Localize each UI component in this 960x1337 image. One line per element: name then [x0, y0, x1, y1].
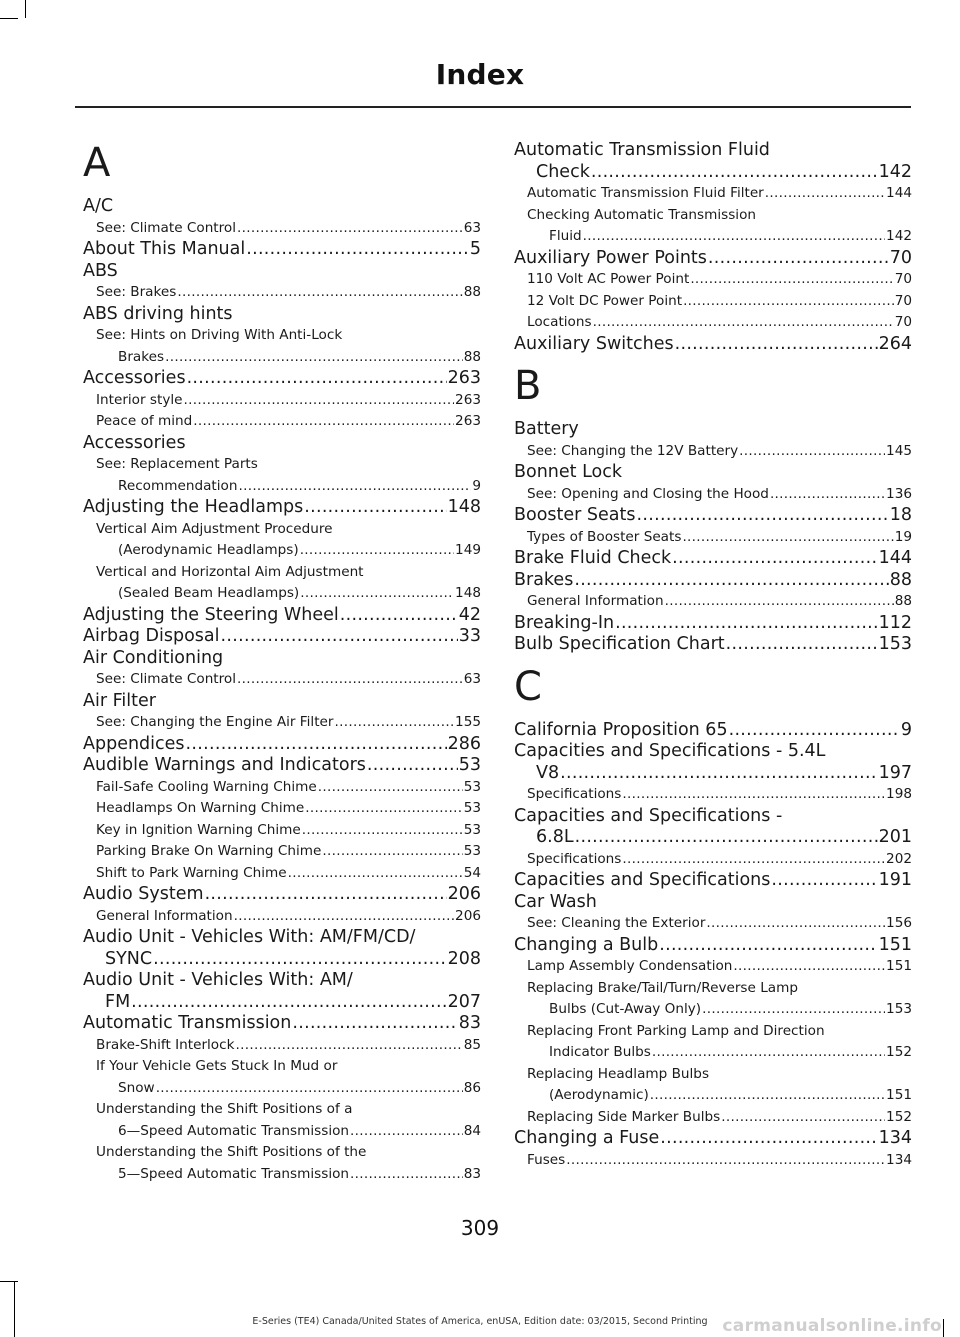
crop-mark	[0, 18, 18, 19]
entry-label: Bulb Specification Chart	[514, 634, 725, 654]
crop-mark	[0, 1281, 18, 1282]
entry-label: Appendices	[83, 733, 185, 754]
entry-page-number: 206	[447, 884, 481, 904]
entry-label: Airbag Disposal	[83, 626, 220, 646]
entry-label: Auxiliary Power Points	[514, 247, 707, 268]
index-subheading: Vertical Aim Adjustment Procedure	[96, 520, 333, 537]
watermark: carmanualsonline.info	[722, 1316, 942, 1336]
entry-page-number: 53	[463, 843, 481, 859]
entry-label: Fail-Safe Cooling Warning Chime	[96, 778, 317, 795]
index-entry	[83, 949, 481, 971]
index-entry	[83, 1164, 481, 1186]
entry-label: Interior style	[96, 391, 183, 408]
entry-page-number: 155	[455, 714, 481, 730]
index-subheading: Replacing Front Parking Lamp and Direction	[527, 1022, 825, 1039]
dot-leader	[246, 239, 469, 261]
page-number: 309	[460, 1216, 500, 1240]
dot-leader	[591, 162, 878, 184]
index-entry	[83, 1035, 481, 1057]
entry-page-number: 152	[886, 1044, 912, 1060]
index-entry	[514, 870, 912, 892]
dot-leader	[350, 1164, 463, 1186]
entry-page-number: 202	[886, 850, 912, 867]
index-entry	[83, 712, 481, 734]
entry-page-number: 88	[894, 593, 912, 609]
dot-leader	[302, 820, 463, 842]
dot-leader	[622, 784, 885, 806]
index-entry	[514, 570, 912, 592]
index-entry	[514, 827, 912, 849]
index-entry	[514, 1042, 912, 1064]
index-entry	[83, 282, 481, 304]
dot-leader	[221, 626, 458, 648]
entry-page-number: 136	[886, 485, 912, 502]
index-heading: Air Filter	[83, 690, 156, 711]
index-entry	[83, 992, 481, 1014]
entry-page-number: 206	[455, 907, 481, 924]
entry-label: SYNC	[105, 948, 153, 969]
index-entry	[514, 269, 912, 291]
index-heading: A/C	[83, 196, 114, 216]
entry-label: Fuses	[527, 1151, 566, 1168]
entry-label: Types of Booster Seats	[527, 528, 682, 545]
dot-leader	[566, 1150, 885, 1172]
entry-page-number: 70	[894, 271, 912, 287]
entry-page-number: 33	[458, 626, 481, 646]
index-heading: Audio Unit - Vehicles With: AM/	[83, 970, 353, 990]
index-entry	[514, 248, 912, 270]
index-subheading: Replacing Headlamp Bulbs	[527, 1065, 710, 1082]
entry-label: General Information	[96, 907, 233, 924]
index-entry	[83, 820, 481, 842]
index-entry	[514, 312, 912, 334]
dot-leader	[156, 1078, 463, 1100]
index-entry	[83, 863, 481, 885]
index-heading: ABS driving hints	[83, 303, 233, 324]
entry-label: Brakes	[118, 348, 165, 365]
index-entry	[514, 763, 912, 785]
entry-label: See: Changing the Engine Air Filter	[96, 714, 334, 730]
dot-leader	[574, 570, 888, 592]
page-title: Index	[435, 58, 525, 91]
edition-note: E-Series (TE4) Canada/United States of America, enUSA, Edition date: 03/2015, Second Printing	[252, 1316, 708, 1327]
dot-leader	[165, 347, 463, 369]
entry-label: See: Cleaning the Exterior	[527, 915, 706, 931]
index-entry	[83, 390, 481, 412]
dot-leader	[560, 763, 877, 785]
dot-leader	[205, 884, 447, 906]
entry-page-number: 145	[886, 442, 912, 459]
entry-label: Headlamps On Warning Chime	[96, 800, 305, 816]
dot-leader	[672, 548, 877, 570]
dot-leader	[193, 411, 454, 433]
index-subheading: Vertical and Horizontal Aim Adjustment	[96, 563, 364, 580]
index-entry	[83, 347, 481, 369]
index-subheading: See: Hints on Driving With Anti-Lock	[96, 327, 343, 343]
index-entry	[514, 291, 912, 313]
index-entry	[83, 411, 481, 433]
index-entry	[83, 476, 481, 498]
index-entry	[83, 734, 481, 756]
dot-leader	[238, 476, 471, 498]
entry-page-number: 207	[447, 991, 481, 1012]
index-entry	[514, 1150, 912, 1172]
entry-page-number: 263	[455, 413, 481, 429]
entry-label: See: Changing the 12V Battery	[527, 442, 739, 459]
dot-leader	[690, 269, 893, 291]
dot-leader	[300, 540, 454, 562]
entry-label: Adjusting the Headlamps	[83, 497, 304, 517]
dot-leader	[177, 282, 462, 304]
index-entry	[83, 218, 481, 240]
index-entry	[83, 777, 481, 799]
entry-label: Booster Seats	[514, 505, 636, 525]
entry-page-number: 86	[463, 1079, 481, 1096]
entry-page-number: 53	[463, 800, 481, 816]
entry-page-number: 191	[878, 870, 912, 890]
index-entry	[514, 441, 912, 463]
dot-leader	[706, 913, 885, 935]
index-subheading: See: Replacement Parts	[96, 456, 258, 472]
index-entry	[514, 913, 912, 935]
index-column-right	[514, 140, 912, 1171]
index-entry	[514, 849, 912, 871]
entry-page-number: 63	[463, 671, 481, 687]
entry-label: Key in Ignition Warning Chime	[96, 821, 301, 838]
index-entry	[514, 784, 912, 806]
index-entry	[83, 798, 481, 820]
dot-leader	[237, 669, 463, 691]
dot-leader	[770, 484, 885, 506]
entry-label: Snow	[118, 1079, 155, 1096]
entry-label: Fluid	[549, 228, 582, 244]
index-heading: Bonnet Lock	[514, 462, 622, 482]
index-entry	[514, 484, 912, 506]
index-entry	[514, 999, 912, 1021]
index-subheading: Replacing Brake/Tail/Turn/Reverse Lamp	[527, 979, 798, 996]
index-entry	[514, 183, 912, 205]
entry-label: Accessories	[83, 368, 186, 388]
dot-leader	[637, 505, 889, 527]
index-entry	[83, 497, 481, 519]
entry-page-number: 151	[878, 934, 912, 955]
dot-leader	[340, 605, 458, 627]
entry-page-number: 153	[878, 634, 912, 654]
entry-page-number: 83	[458, 1013, 481, 1033]
index-entry	[514, 591, 912, 613]
dot-leader	[721, 1107, 885, 1129]
index-entry	[83, 906, 481, 928]
entry-label: Parking Brake On Warning Chime	[96, 843, 322, 859]
index-subheading: Understanding the Shift Positions of a	[96, 1101, 353, 1117]
entry-page-number: 144	[878, 548, 912, 568]
dot-leader	[660, 1128, 877, 1150]
index-subheading: Understanding the Shift Positions of the	[96, 1144, 367, 1160]
dot-leader	[334, 712, 454, 734]
entry-label: Shift to Park Warning Chime	[96, 864, 287, 881]
entry-label: Brakes	[514, 569, 574, 590]
dot-leader	[708, 248, 889, 270]
crop-mark	[25, 0, 26, 18]
entry-label: 12 Volt DC Power Point	[527, 292, 683, 309]
entry-label: 6.8L	[536, 827, 574, 847]
dot-leader	[683, 291, 894, 313]
dot-leader	[350, 1121, 463, 1143]
dot-leader	[726, 634, 878, 656]
entry-page-number: 208	[447, 948, 481, 969]
entry-page-number: 54	[463, 864, 481, 881]
index-heading: Accessories	[83, 432, 186, 453]
entry-label: 110 Volt AC Power Point	[527, 271, 690, 287]
dot-leader	[765, 183, 885, 205]
dot-leader	[702, 999, 885, 1021]
dot-leader	[622, 849, 885, 871]
dot-leader	[675, 334, 878, 356]
index-subheading: Checking Automatic Transmission	[527, 206, 757, 223]
entry-label: California Proposition 65	[514, 719, 728, 740]
entry-label: 6—Speed Automatic Transmission	[118, 1122, 350, 1139]
entry-page-number: 198	[886, 786, 912, 802]
section-letter: B	[514, 363, 542, 409]
index-heading: Car Wash	[514, 891, 597, 912]
index-heading: Capacities and Specifications -	[514, 805, 783, 826]
entry-page-number: 134	[886, 1151, 912, 1168]
entry-page-number: 134	[878, 1128, 912, 1148]
entry-page-number: 142	[886, 228, 912, 244]
dot-leader	[288, 863, 463, 885]
entry-page-number: 63	[463, 219, 481, 236]
dot-leader	[665, 591, 894, 613]
index-entry	[514, 720, 912, 742]
entry-label: See: Brakes	[96, 284, 177, 300]
index-entry	[514, 613, 912, 635]
entry-page-number: 286	[447, 733, 481, 754]
entry-page-number: 42	[458, 604, 481, 625]
section-letter: C	[514, 663, 542, 710]
entry-label: Bulbs (Cut-Away Only)	[549, 1001, 702, 1017]
header-divider	[75, 106, 911, 108]
entry-page-number: 18	[889, 505, 912, 525]
entry-label: (Aerodynamic)	[549, 1087, 649, 1103]
entry-page-number: 85	[463, 1036, 481, 1053]
entry-page-number: 151	[886, 958, 912, 974]
entry-page-number: 149	[455, 542, 481, 558]
index-heading: Air Conditioning	[83, 647, 224, 668]
entry-label: Breaking-In	[514, 612, 615, 633]
entry-page-number: 5	[469, 239, 481, 259]
index-entry	[514, 1085, 912, 1107]
entry-page-number: 53	[463, 821, 481, 838]
entry-label: Audible Warnings and Indicators	[83, 755, 366, 775]
entry-label: Replacing Side Marker Bulbs	[527, 1108, 721, 1125]
entry-page-number: 156	[886, 915, 912, 931]
entry-page-number: 112	[878, 612, 912, 633]
entry-page-number: 151	[886, 1087, 912, 1103]
entry-page-number: 152	[886, 1108, 912, 1125]
entry-label: FM	[105, 991, 131, 1012]
entry-page-number: 142	[878, 161, 912, 182]
entry-page-number: 197	[878, 762, 912, 783]
entry-page-number: 70	[894, 292, 912, 309]
dot-leader	[322, 841, 462, 863]
entry-page-number: 263	[447, 368, 481, 388]
dot-leader	[729, 720, 900, 742]
index-entry	[83, 1013, 481, 1035]
dot-leader	[739, 441, 885, 463]
entry-label: V8	[536, 762, 560, 783]
index-heading: Automatic Transmission Fluid	[514, 140, 770, 160]
section-letter: A	[83, 140, 111, 186]
dot-leader	[659, 935, 877, 957]
dot-leader	[305, 798, 462, 820]
dot-leader	[187, 368, 447, 390]
index-entry	[514, 548, 912, 570]
dot-leader	[153, 949, 446, 971]
index-entry	[514, 956, 912, 978]
index-subheading: If Your Vehicle Gets Stuck In Mud or	[96, 1058, 338, 1074]
dot-leader	[318, 777, 463, 799]
entry-label: Peace of mind	[96, 413, 193, 429]
entry-label: (Sealed Beam Headlamps)	[118, 585, 300, 601]
dot-leader	[652, 1042, 885, 1064]
entry-page-number: 84	[463, 1122, 481, 1139]
entry-page-number: 144	[886, 185, 912, 201]
index-entry	[514, 505, 912, 527]
entry-page-number: 153	[886, 1001, 912, 1017]
entry-label: See: Climate Control	[96, 671, 237, 687]
index-entry	[83, 755, 481, 777]
entry-page-number: 264	[878, 333, 912, 354]
index-heading: Battery	[514, 419, 579, 439]
entry-label: Brake-Shift Interlock	[96, 1036, 235, 1053]
index-entry	[514, 334, 912, 356]
dot-leader	[682, 527, 893, 549]
dot-leader	[771, 870, 877, 892]
entry-label: About This Manual	[83, 239, 246, 259]
index-column-left	[83, 140, 481, 1185]
entry-label: Specifications	[527, 786, 622, 802]
entry-label: General Information	[527, 593, 664, 609]
index-heading: Capacities and Specifications - 5.4L	[514, 741, 826, 761]
index-entry	[83, 368, 481, 390]
index-entry	[83, 239, 481, 261]
entry-label: Locations	[527, 314, 592, 330]
dot-leader	[186, 734, 447, 756]
entry-page-number: 88	[463, 284, 481, 300]
index-entry	[83, 583, 481, 605]
dot-leader	[292, 1013, 457, 1035]
entry-page-number: 53	[458, 755, 481, 775]
entry-label: Audio System	[83, 884, 204, 904]
dot-leader	[235, 1035, 462, 1057]
dot-leader	[184, 390, 455, 412]
dot-leader	[234, 906, 454, 928]
entry-label: 5—Speed Automatic Transmission	[118, 1165, 350, 1182]
index-entry	[83, 669, 481, 691]
entry-page-number: 70	[894, 314, 912, 330]
entry-page-number: 263	[455, 391, 481, 408]
index-entry	[83, 540, 481, 562]
entry-page-number: 88	[463, 348, 481, 365]
entry-label: Indicator Bulbs	[549, 1044, 651, 1060]
entry-label: Brake Fluid Check	[514, 548, 672, 568]
index-entry	[514, 935, 912, 957]
index-entry	[514, 226, 912, 248]
dot-leader	[367, 755, 458, 777]
entry-page-number: 83	[463, 1165, 481, 1182]
index-entry	[514, 527, 912, 549]
entry-page-number: 9	[900, 719, 912, 740]
dot-leader	[304, 497, 446, 519]
entry-label: Capacities and Specifications	[514, 870, 771, 890]
entry-page-number: 19	[894, 528, 912, 545]
index-entry	[83, 605, 481, 627]
index-entry	[83, 1078, 481, 1100]
entry-label: Check	[536, 161, 590, 182]
index-entry	[83, 1121, 481, 1143]
entry-page-number: 148	[455, 585, 481, 601]
index-entry	[514, 1107, 912, 1129]
entry-label: Lamp Assembly Condensation	[527, 958, 733, 974]
entry-page-number: 148	[447, 497, 481, 517]
entry-page-number: 70	[889, 247, 912, 268]
dot-leader	[237, 218, 463, 240]
dot-leader	[733, 956, 885, 978]
entry-page-number: 88	[889, 569, 912, 590]
dot-leader	[300, 583, 454, 605]
entry-label: Changing a Bulb	[514, 934, 659, 955]
entry-page-number: 201	[878, 827, 912, 847]
entry-label: Adjusting the Steering Wheel	[83, 604, 339, 625]
index-entry	[83, 626, 481, 648]
entry-label: Changing a Fuse	[514, 1128, 660, 1148]
dot-leader	[593, 312, 894, 334]
index-entry	[514, 634, 912, 656]
crop-mark	[14, 1281, 15, 1337]
entry-label: Specifications	[527, 850, 622, 867]
entry-label: Auxiliary Switches	[514, 333, 674, 354]
entry-label: Automatic Transmission Fluid Filter	[527, 185, 764, 201]
entry-page-number: 53	[463, 778, 481, 795]
index-heading: ABS	[83, 260, 118, 281]
index-entry	[514, 162, 912, 184]
entry-page-number: 9	[472, 477, 481, 494]
dot-leader	[575, 827, 878, 849]
entry-label: (Aerodynamic Headlamps)	[118, 542, 299, 558]
entry-label: See: Opening and Closing the Hood	[527, 485, 769, 502]
index-entry	[83, 884, 481, 906]
dot-leader	[615, 613, 878, 635]
dot-leader	[131, 992, 446, 1014]
index-entry	[514, 1128, 912, 1150]
entry-label: Automatic Transmission	[83, 1013, 292, 1033]
index-heading: Audio Unit - Vehicles With: AM/FM/CD/	[83, 927, 416, 947]
entry-label: See: Climate Control	[96, 219, 237, 236]
entry-label: Recommendation	[118, 477, 238, 494]
dot-leader	[650, 1085, 885, 1107]
index-entry	[83, 841, 481, 863]
dot-leader	[583, 226, 885, 248]
